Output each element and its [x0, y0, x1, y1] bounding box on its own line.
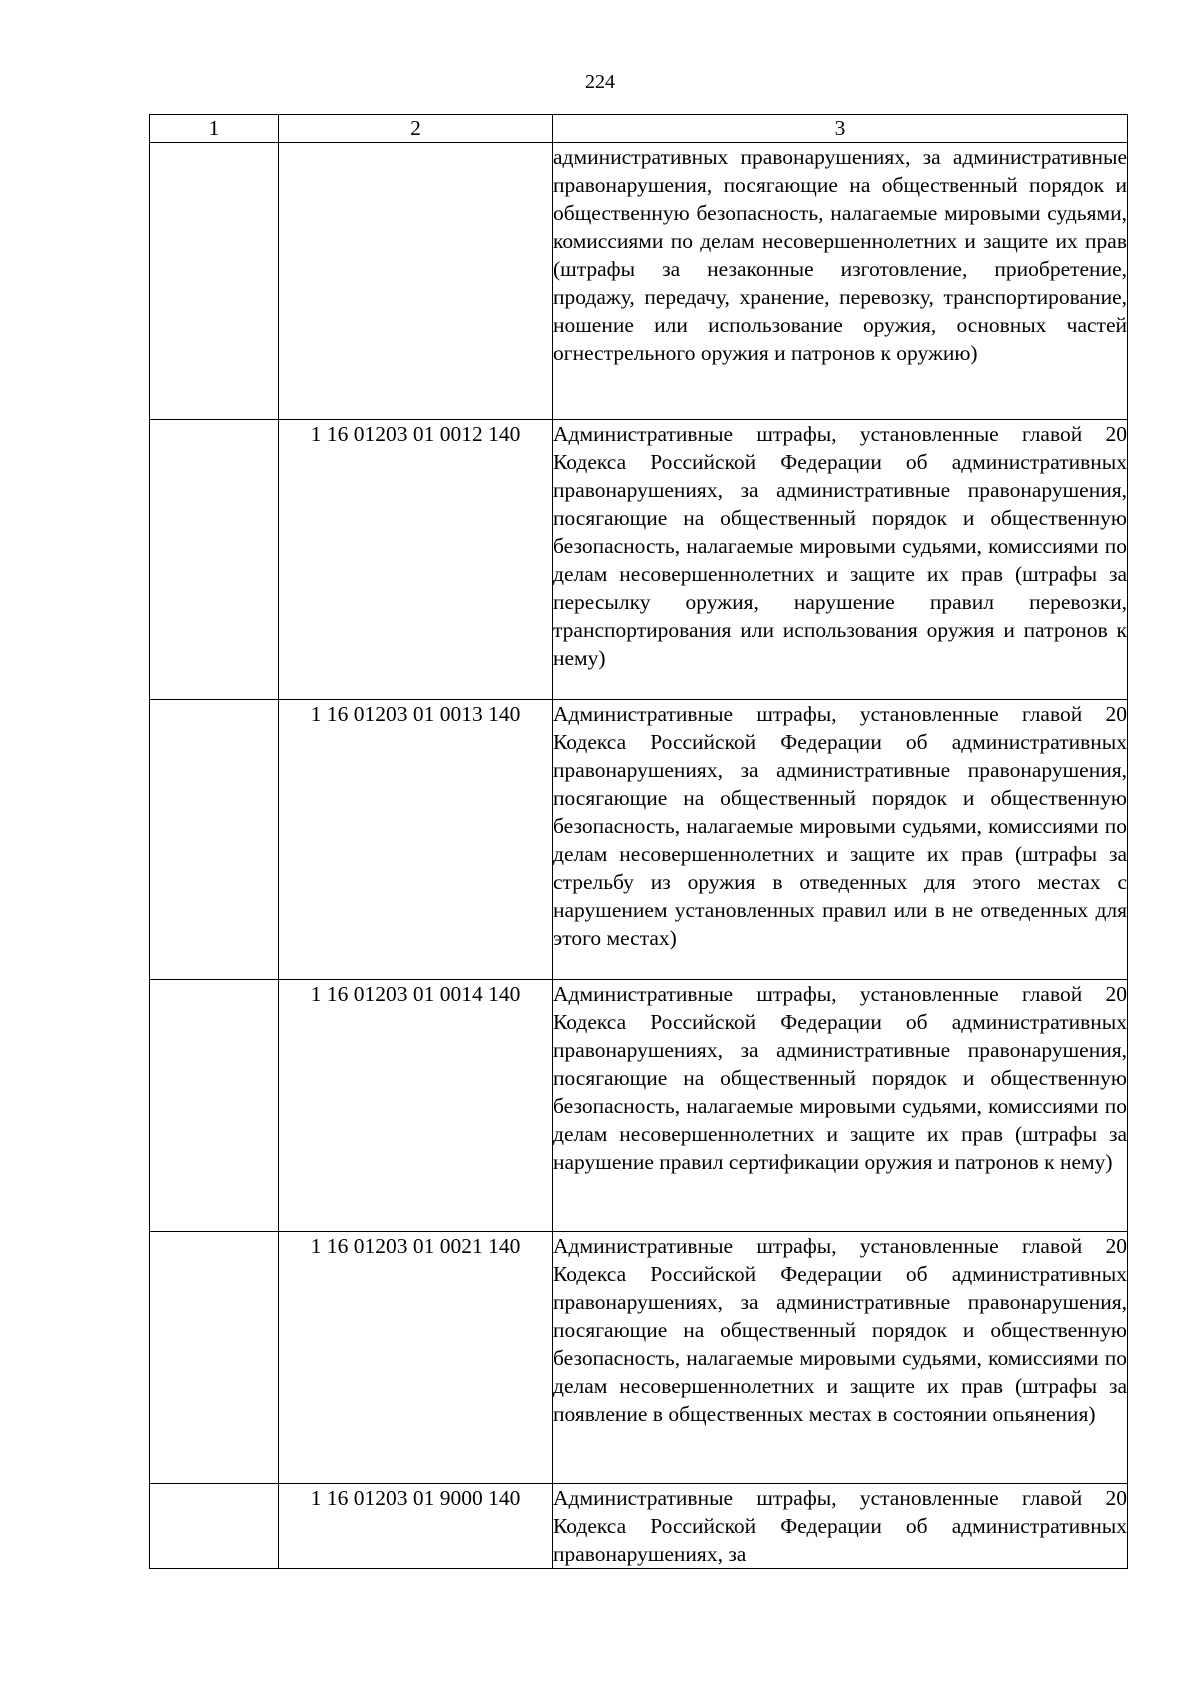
table-row	[150, 980, 1128, 1232]
column-header-1: 1	[150, 115, 279, 143]
description-cell	[553, 1232, 1128, 1484]
table-header-row	[150, 115, 1128, 143]
row-cell-col1	[150, 700, 279, 980]
description-text: Административные штрафы, установленные главой 20 Кодекса Российской Федерации об административных правонарушениях, за	[553, 1486, 1127, 1566]
description-cell	[553, 1484, 1128, 1569]
description-cell	[553, 980, 1128, 1232]
table-row	[150, 420, 1128, 700]
row-cell-col1	[150, 420, 279, 700]
budget-code-cell: 1 16 01203 01 0021 140	[279, 1232, 553, 1484]
row-cell-col1	[150, 1232, 279, 1484]
column-header-2: 2	[279, 115, 553, 143]
budget-code-cell: 1 16 01203 01 0014 140	[279, 980, 553, 1232]
row-cell-col1	[150, 143, 279, 420]
description-cell	[553, 700, 1128, 980]
budget-code-cell	[279, 143, 553, 420]
description-text: Административные штрафы, установленные главой 20 Кодекса Российской Федерации об административных правонарушениях, за административные правонарушения, посягающие на общественный порядок и общественную безопасность, налагаемые мировыми судьями, комиссиями по делам несовершеннолетних и защите их прав (штрафы за стрельбу из оружия в отведенных для этого местах с нарушением установленных правил или в не отведенных для этого местах)	[553, 702, 1127, 950]
table-row	[150, 700, 1128, 980]
description-cell	[553, 420, 1128, 700]
page-number: 224	[585, 71, 615, 93]
table-row	[150, 143, 1128, 420]
description-text: Административные штрафы, установленные главой 20 Кодекса Российской Федерации об административных правонарушениях, за административные правонарушения, посягающие на общественный порядок и общественную безопасность, налагаемые мировыми судьями, комиссиями по делам несовершеннолетних и защите их прав (штрафы за нарушение правил сертификации оружия и патронов к нему)	[553, 982, 1127, 1174]
table-row	[150, 1232, 1128, 1484]
description-text: административных правонарушениях, за административные правонарушения, посягающие на общественный порядок и общественную безопасность, налагаемые мировыми судьями, комиссиями по делам несовершеннолетних и защите их прав (штрафы за незаконные изготовление, приобретение, продажу, передачу, хранение, перевозку, транспортирование, ношение или использование оружия, основных частей огнестрельного оружия и патронов к оружию)	[553, 145, 1127, 365]
description-text: Административные штрафы, установленные главой 20 Кодекса Российской Федерации об административных правонарушениях, за административные правонарушения, посягающие на общественный порядок и общественную безопасность, налагаемые мировыми судьями, комиссиями по делам несовершеннолетних и защите их прав (штрафы за пересылку оружия, нарушение правил перевозки, транспортирования или использования оружия и патронов к нему)	[553, 422, 1127, 670]
budget-code-cell: 1 16 01203 01 0012 140	[279, 420, 553, 700]
column-header-3: 3	[553, 115, 1128, 143]
budget-code-cell: 1 16 01203 01 0013 140	[279, 700, 553, 980]
budget-codes-table	[149, 114, 1128, 1569]
description-cell	[553, 143, 1128, 420]
description-text: Административные штрафы, установленные главой 20 Кодекса Российской Федерации об административных правонарушениях, за административные правонарушения, посягающие на общественный порядок и общественную безопасность, налагаемые мировыми судьями, комиссиями по делам несовершеннолетних и защите их прав (штрафы за появление в общественных местах в состоянии опьянения)	[553, 1234, 1127, 1426]
row-cell-col1	[150, 980, 279, 1232]
budget-code-cell: 1 16 01203 01 9000 140	[279, 1484, 553, 1569]
table-row	[150, 1484, 1128, 1569]
row-cell-col1	[150, 1484, 279, 1569]
